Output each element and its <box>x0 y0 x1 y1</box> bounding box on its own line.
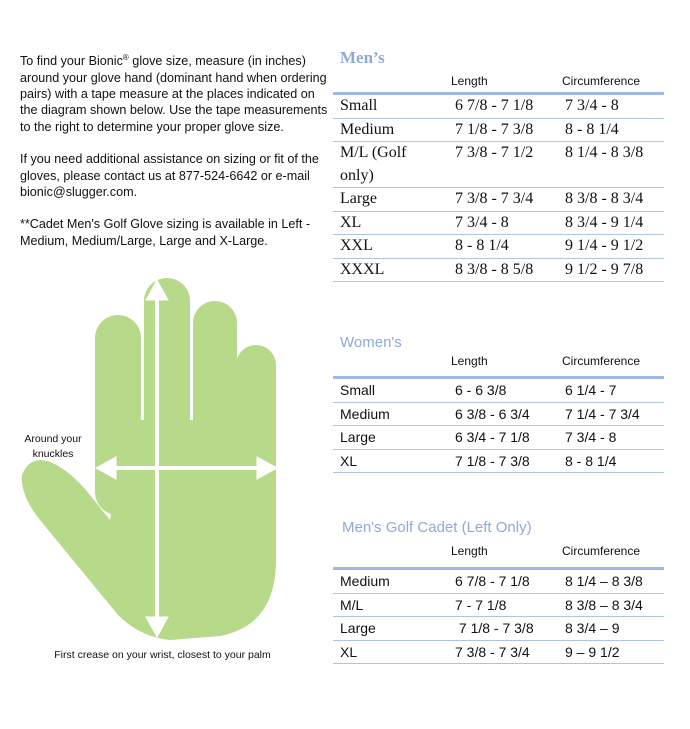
circumference-cell: 8 3/8 - 8 3/4 <box>558 188 664 212</box>
knuckle-label: Around your knuckles <box>24 433 82 460</box>
mens-circumference-header: Circumference <box>562 74 641 88</box>
length-cell: 7 3/8 - 7 3/4 <box>448 188 558 212</box>
table-row <box>333 211 664 235</box>
length-cell: 8 - 8 1/4 <box>448 235 558 259</box>
size-cell: Large <box>333 426 448 450</box>
cadet-length-header: Length <box>451 544 488 558</box>
size-cell: M/L (Golf only) <box>333 142 448 188</box>
table-row <box>333 142 664 188</box>
table-row <box>333 617 664 641</box>
size-cell: Small <box>333 378 448 403</box>
length-cell: 7 3/8 - 7 3/4 <box>448 640 558 664</box>
size-cell: Medium <box>333 402 448 426</box>
length-cell: 7 3/8 - 7 1/2 <box>448 142 558 188</box>
length-cell: 7 - 7 1/8 <box>448 593 558 617</box>
length-cell: 6 3/8 - 6 3/4 <box>448 402 558 426</box>
size-cell: M/L <box>333 593 448 617</box>
circumference-cell: 9 1/4 - 9 1/2 <box>558 235 664 259</box>
table-row <box>333 426 664 450</box>
circumference-cell: 8 3/4 – 9 <box>558 617 664 641</box>
cadet-size-table <box>333 567 664 664</box>
size-cell: Medium <box>333 569 448 594</box>
circumference-cell: 8 3/4 - 9 1/4 <box>558 211 664 235</box>
circumference-cell: 6 1/4 - 7 <box>558 378 664 403</box>
circumference-cell: 7 1/4 - 7 3/4 <box>558 402 664 426</box>
circumference-cell: 8 1/4 - 8 3/8 <box>558 142 664 188</box>
size-cell: Medium <box>333 118 448 142</box>
table-row <box>333 378 664 403</box>
mens-length-header: Length <box>451 74 488 88</box>
length-cell: 6 7/8 - 7 1/8 <box>448 94 558 119</box>
length-cell: 8 3/8 - 8 5/8 <box>448 258 558 282</box>
circumference-cell: 7 3/4 - 8 <box>558 426 664 450</box>
circumference-cell: 8 1/4 – 8 3/8 <box>558 569 664 594</box>
size-cell: XL <box>333 211 448 235</box>
intro-paragraph-cadet-note: **Cadet Men's Golf Glove sizing is available in Left - Medium, Medium/Large, Large and X-Large. <box>20 217 311 248</box>
size-cell: XXXL <box>333 258 448 282</box>
table-row <box>333 235 664 259</box>
size-cell: Large <box>333 188 448 212</box>
mens-title: Men’s <box>340 48 385 67</box>
size-cell: XL <box>333 640 448 664</box>
table-row <box>333 640 664 664</box>
table-row <box>333 593 664 617</box>
intro-text <box>20 50 332 265</box>
size-cell: Large <box>333 617 448 641</box>
circumference-cell: 7 3/4 - 8 <box>558 94 664 119</box>
length-cell: 7 1/8 - 7 3/8 <box>448 118 558 142</box>
table-row <box>333 188 664 212</box>
circumference-cell: 9 1/2 - 9 7/8 <box>558 258 664 282</box>
womens-title: Women's <box>340 334 402 351</box>
circumference-cell: 9 – 9 1/2 <box>558 640 664 664</box>
intro-paragraph-measure: To find your Bionic® glove size, measure (in inches) around your glove hand (dominant hand when ordering pairs) with a tape measure at the places indicated on the diagram shown below. Use the tape measurements to the right to determine your proper glove size. <box>20 53 328 134</box>
cadet-circumference-header: Circumference <box>562 544 641 558</box>
cadet-title: Men's Golf Cadet (Left Only) <box>342 519 532 536</box>
intro-paragraph-contact: If you need additional assistance on sizing or fit of the gloves, please contact us at 877-524-6642 or e-mail bionic@slugger.com. <box>20 152 319 200</box>
table-row <box>333 94 664 119</box>
table-row <box>333 258 664 282</box>
wrist-label: First crease on your wrist, closest to your palm <box>54 649 271 661</box>
mens-size-table <box>333 92 664 282</box>
circumference-cell: 8 3/8 – 8 3/4 <box>558 593 664 617</box>
table-row <box>333 449 664 473</box>
length-cell: 7 1/8 - 7 3/8 <box>448 449 558 473</box>
length-cell: 6 7/8 - 7 1/8 <box>448 569 558 594</box>
table-row <box>333 402 664 426</box>
circumference-cell: 8 - 8 1/4 <box>558 118 664 142</box>
size-cell: XXL <box>333 235 448 259</box>
length-cell: 7 3/4 - 8 <box>448 211 558 235</box>
womens-circumference-header: Circumference <box>562 354 641 368</box>
circumference-cell: 8 - 8 1/4 <box>558 449 664 473</box>
womens-size-table <box>333 376 664 473</box>
size-cell: XL <box>333 449 448 473</box>
womens-length-header: Length <box>451 354 488 368</box>
length-cell: 6 3/4 - 7 1/8 <box>448 426 558 450</box>
length-cell: 6 - 6 3/8 <box>448 378 558 403</box>
table-row <box>333 118 664 142</box>
length-cell: 7 1/8 - 7 3/8 <box>448 617 558 641</box>
table-row <box>333 569 664 594</box>
size-cell: Small <box>333 94 448 119</box>
